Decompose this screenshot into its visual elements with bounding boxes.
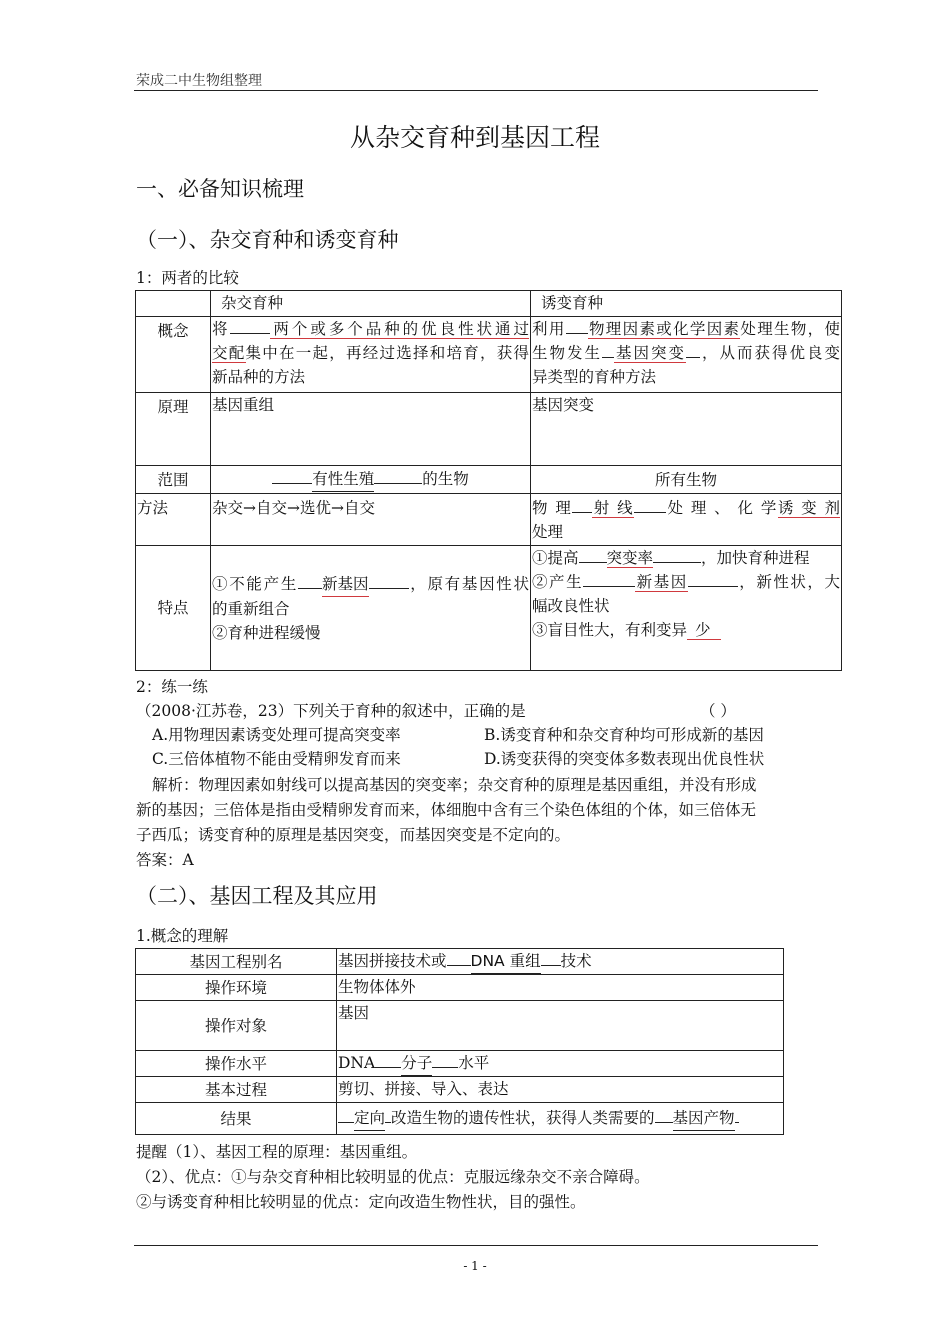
- row-label-scope: 范围: [136, 466, 211, 494]
- method-hybrid: 杂交→自交→选优→自交: [211, 494, 531, 546]
- note-advantage-2: ②与诱变育种相比较明显的优点：定向改造生物性状，目的强性。: [136, 1193, 586, 1211]
- col-header-mutation: 诱变育种: [531, 291, 842, 317]
- features-mutation: ①提高 突变率 ，加快育种进程 ②产生 新基因 ，新性状，大 幅改良性状 ③盲目性大，有利变异 少: [531, 546, 842, 671]
- option-a: A.用物理因素诱变处理可提高突变率: [152, 726, 401, 744]
- features-hybrid: ①不能产生 新基因 ，原有基因性状 的重新组合 ②育种进程缓慢: [211, 546, 531, 671]
- alias-label: 基因工程别名: [136, 949, 337, 975]
- method-mutation: 物 理 射 线 处 理 、 化 学诱 变 剂 处理: [531, 494, 842, 546]
- concept-mutation: 利用 物理因素或化学因素处理生物，使 生物发生 基因突变 ，从而获得优良变 异类型的育种方法: [531, 317, 842, 393]
- note-principle: 提醒（1）、基因工程的原理：基因重组。: [136, 1143, 418, 1161]
- answer-text: 答案：A: [136, 851, 194, 869]
- principle-hybrid: 基因重组: [211, 393, 531, 466]
- page-header: 荣成二中生物组整理: [136, 73, 262, 89]
- option-b: B.诱变育种和杂交育种均可形成新的基因: [484, 726, 764, 744]
- concept-hybrid: 将 两个或多个品种的优良性状通过 交配集中在一起，再经过选择和培育，获得 新品种的方法: [211, 317, 531, 393]
- analysis-line-1: 解析：物理因素如射线可以提高基因的突变率；杂交育种的原理是基因重组，并没有形成: [152, 776, 757, 794]
- process-value: 剪切、拼接、导入、表达: [337, 1077, 784, 1103]
- alias-value: 基因拼接技术或 DNA 重组 技术: [337, 949, 784, 975]
- practice-question: （2008·江苏卷，23）下列关于育种的叙述中，正确的是: [136, 702, 526, 720]
- gene-engineering-table: [135, 948, 784, 1135]
- comparison-title: 1：两者的比较: [136, 269, 239, 287]
- row-label-concept: 概念: [136, 317, 211, 393]
- option-d: D.诱变获得的突变体多数表现出优良性状: [484, 750, 765, 768]
- subsection-heading-2: （二）、基因工程及其应用: [136, 884, 378, 908]
- concept-title: 1.概念的理解: [136, 927, 229, 945]
- row-label-features: 特点: [136, 546, 211, 671]
- document-title: 从杂交育种到基因工程: [349, 123, 600, 152]
- note-advantage-1: （2）、优点：①与杂交育种相比较明显的优点：克服远缘杂交不亲合障碍。: [136, 1168, 650, 1186]
- option-c: C.三倍体植物不能由受精卵发育而来: [152, 750, 401, 768]
- footer-rule: [134, 1245, 818, 1246]
- level-label: 操作水平: [136, 1051, 337, 1077]
- row-label-principle: 原理: [136, 393, 211, 466]
- level-value: DNA 分子 水平: [337, 1051, 784, 1077]
- practice-title: 2：练一练: [136, 678, 208, 696]
- subsection-heading-1: （一）、杂交育种和诱变育种: [136, 228, 399, 252]
- analysis-line-2: 新的基因；三倍体是指由受精卵发育而来，体细胞中含有三个染色体组的个体，如三倍体无: [136, 801, 757, 819]
- scope-hybrid: 有性生殖 的生物: [211, 466, 531, 494]
- col-header-hybrid: 杂交育种: [211, 291, 531, 317]
- environment-value: 生物体体外: [337, 975, 784, 1001]
- process-label: 基本过程: [136, 1077, 337, 1103]
- object-value: 基因: [337, 1001, 784, 1051]
- section-heading: 一、必备知识梳理: [136, 177, 304, 201]
- result-value: 定向 改造生物的遗传性状，获得人类需要的 基因产物: [337, 1103, 784, 1135]
- answer-bracket: （ ）: [700, 702, 736, 720]
- scope-mutation: 所有生物: [531, 466, 842, 494]
- principle-mutation: 基因突变: [531, 393, 842, 466]
- table-corner: [136, 291, 211, 317]
- page-number: - 1 -: [463, 1259, 487, 1273]
- header-rule: [134, 90, 818, 91]
- comparison-table: [135, 290, 842, 671]
- analysis-line-3: 子西瓜；诱变育种的原理是基因突变，而基因突变是不定向的。: [136, 826, 571, 844]
- environment-label: 操作环境: [136, 975, 337, 1001]
- row-label-method: 方法: [136, 494, 211, 546]
- object-label: 操作对象: [136, 1001, 337, 1051]
- result-label: 结果: [136, 1103, 337, 1135]
